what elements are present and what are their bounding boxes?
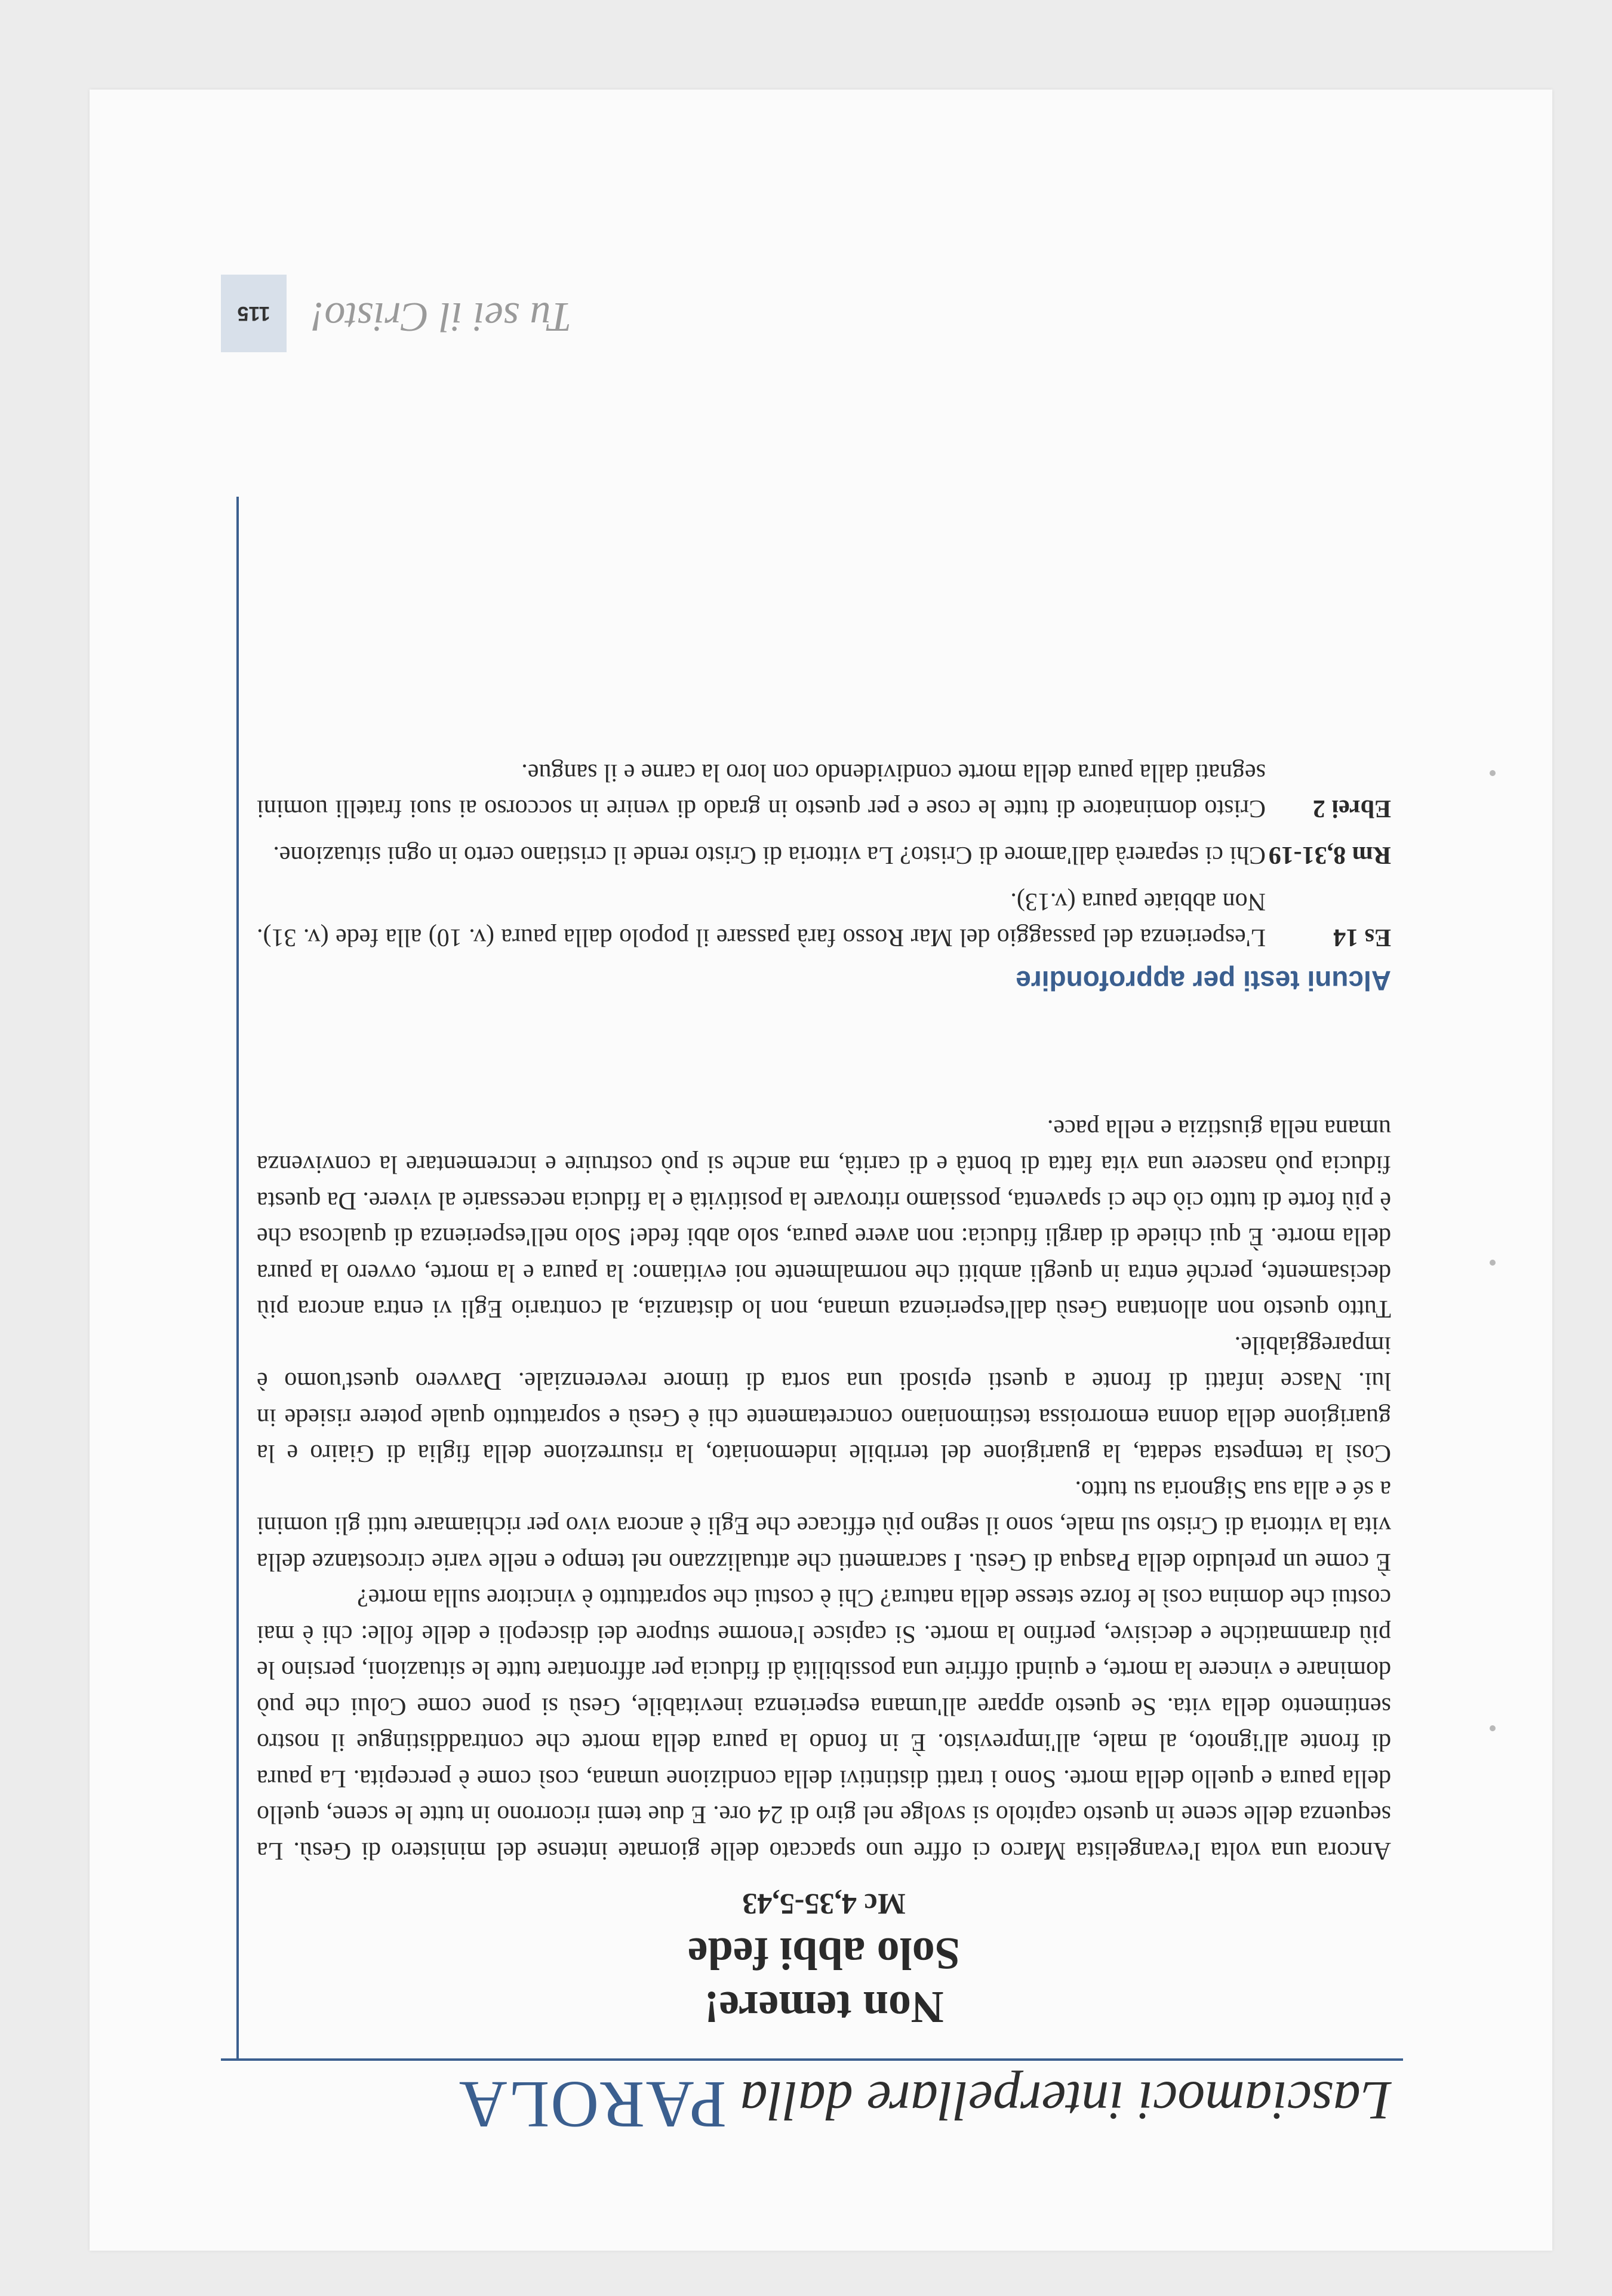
reference-text: Chi ci separerà dall'amore di Cristo? La vittoria di Cristo rende il cristiano certo in ogni situazione. [273, 841, 1266, 869]
header-rule [221, 2058, 1403, 2061]
header-title-italic: Lasciamoci interpellare dalla [740, 2070, 1391, 2131]
further-reading-item [257, 884, 1391, 955]
reference-text: Cristo dominatore di tutte le cose e per questo in grado di venire in soccorso ai suoi fratelli uomini segnati dalla paura della morte condividendo con loro la carne e il sangue. [257, 759, 1266, 822]
body-paragraph: Tutto questo non allontana Gesù dall'esperienza umana, non lo distanzia, al contrario Egli vi entra ancora più decisamente, perché entra in quegli ambiti che normalmente noi evitiamo: la paura e la morte, ovvero la paura della morte. È qui chiede di dargli fiducia: non avere paura, solo abbi fede! Solo nell'esperienza di qualcosa che è più forte di tutto ciò che ci spaventa, possiamo ritrovare la positività e la fiducia necessarie al vivere. Da questa fiducia può nascere una vita fatta di bontà e di carità, ma anche si può costruire e incrementare la convivenza umana nella giustizia e nella pace. [257, 1115, 1391, 1323]
reading-body [257, 1110, 1391, 1869]
reading-reference: Mc 4,35-5,43 [742, 1888, 906, 1921]
page-header [221, 2054, 1403, 2143]
header-title [457, 2067, 1391, 2141]
side-rule [236, 497, 239, 2061]
page-footer [221, 263, 1403, 352]
page-number: 115 [237, 302, 270, 325]
further-reading-heading: Alcuni testi per approfondire [1016, 965, 1391, 996]
body-paragraph: Ancora una volta l'evangelista Marco ci offre uno spaccato delle giornate intense del ministero di Gesù. La sequenza delle scene in questo capitolo si svolge nel giro di 24 ore. E due temi ricorrono in tutte le scene, quello della paura e quello della morte. Sono i tratti distintivi della condizione umana, così come è percepita. La paura di fronte all'ignoto, al male, all'imprevisto. È in fondo la paura della morte che contraddistingue il nostro sentimento della vita. Se questo appare all'umana esperienza inevitabile, Gesù si pone come Colui che può dominare e vincere la morte, e quindi offrire una possibilità di fiducia per affrontare tutte le situazioni, persino le più drammatiche e decisive, perfino la morte. Si capisce l'enorme stupore dei discepoli e delle folle: chi è mai costui che domina così le forze stesse della natura? Chi è costui che soprattutto è vincitore sulla morte? [257, 1584, 1391, 1864]
reading-title-line1: Non temere! [704, 1982, 944, 2032]
further-reading-item [257, 837, 1391, 873]
reference-label: Ebrei 2 [1312, 795, 1391, 822]
reference-text: L'esperienza del passaggio del Mar Rosso farà passare il popolo dalla paura (v. 10) alla fede (v. 31). Non abbiate paura (v.13). [257, 888, 1266, 951]
reference-label: Rm 8,31-19 [1268, 841, 1391, 869]
header-title-accent: PAROLA [457, 2067, 727, 2141]
scanned-sheet [90, 90, 1552, 2251]
body-paragraph: È come un preludio della Pasqua di Gesù. I sacramenti che attualizzano nel tempo e nelle varie circostanze della vita la vittoria di Cristo sul male, sono il segno più efficace che Egli è ancora vivo per richiamare tutti gli uomini a sé e alla sua Signoria su tutto. [257, 1476, 1391, 1575]
printed-page-upside-down [221, 173, 1403, 2143]
reading-title-line2: Solo abbi fede [687, 1928, 961, 1978]
page-number-tab [221, 275, 287, 352]
running-title: Tu sei il Cristo! [310, 294, 572, 340]
binding-hole [1490, 770, 1496, 776]
body-paragraph: Così la tempesta sedata, la guarigione del terribile indemoniato, la risurrezione della figlia di Giairo e la guarigione della donna emorroissa testimoniano concretamente chi è Gesù e soprattutto quale potere risiede in lui. Nasce infatti di fronte a questi episodi una sorta di timore reverenziale. Davvero quest'uomo è impareggiabile. [257, 1331, 1391, 1467]
further-reading-list [257, 744, 1391, 955]
further-reading-item [257, 755, 1391, 826]
binding-hole [1490, 1725, 1496, 1731]
reference-label: Es 14 [1333, 924, 1391, 951]
binding-hole [1490, 1260, 1496, 1266]
